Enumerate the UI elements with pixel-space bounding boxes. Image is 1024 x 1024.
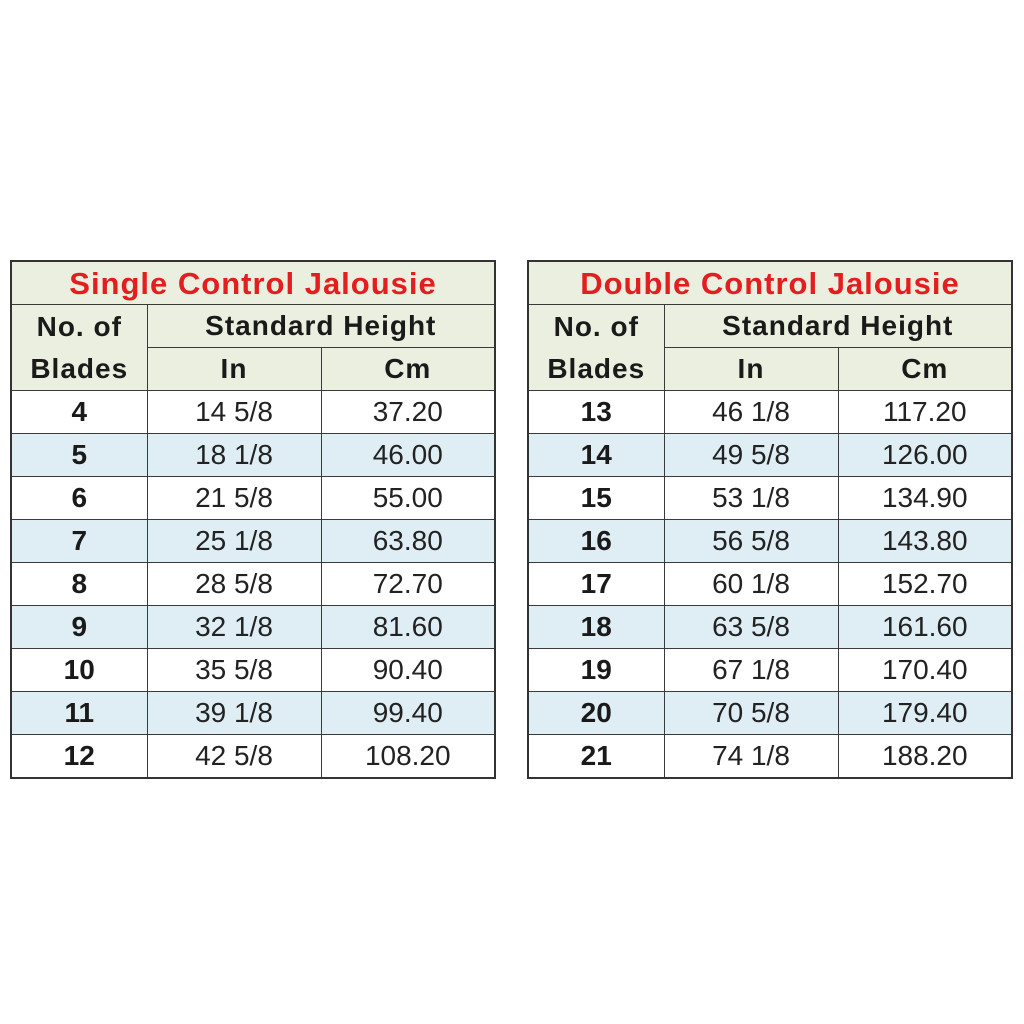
blades-header <box>11 305 147 391</box>
height-inch-cell: 18 1/8 <box>147 434 321 477</box>
height-inch-cell: 35 5/8 <box>147 649 321 692</box>
table-row <box>528 735 1012 779</box>
height-inch-cell: 21 5/8 <box>147 477 321 520</box>
height-cm-cell: 152.70 <box>838 563 1012 606</box>
height-inch-cell: 32 1/8 <box>147 606 321 649</box>
blades-count-cell: 21 <box>528 735 664 779</box>
table-row <box>11 563 495 606</box>
standard-height-header: Standard Height <box>147 305 495 348</box>
blades-count-cell: 16 <box>528 520 664 563</box>
blades-count-cell: 14 <box>528 434 664 477</box>
table-row <box>11 735 495 779</box>
blades-count-cell: 6 <box>11 477 147 520</box>
height-inch-cell: 74 1/8 <box>664 735 838 779</box>
height-cm-cell: 99.40 <box>321 692 495 735</box>
table-row <box>528 520 1012 563</box>
height-inch-cell: 53 1/8 <box>664 477 838 520</box>
blades-count-cell: 11 <box>11 692 147 735</box>
height-inch-cell: 56 5/8 <box>664 520 838 563</box>
height-cm-cell: 170.40 <box>838 649 1012 692</box>
height-cm-cell: 63.80 <box>321 520 495 563</box>
height-cm-cell: 55.00 <box>321 477 495 520</box>
height-cm-cell: 81.60 <box>321 606 495 649</box>
table-row <box>11 391 495 434</box>
standard-height-header: Standard Height <box>664 305 1012 348</box>
height-inch-cell: 63 5/8 <box>664 606 838 649</box>
blades-header-line1: No. of <box>36 310 122 342</box>
blades-header-line1: No. of <box>553 310 639 342</box>
blades-count-cell: 12 <box>11 735 147 779</box>
height-cm-cell: 143.80 <box>838 520 1012 563</box>
blades-count-cell: 5 <box>11 434 147 477</box>
table-row <box>528 563 1012 606</box>
height-cm-cell: 188.20 <box>838 735 1012 779</box>
cm-header: Cm <box>321 348 495 391</box>
blades-header <box>528 305 664 391</box>
height-cm-cell: 179.40 <box>838 692 1012 735</box>
table-row <box>528 606 1012 649</box>
height-cm-cell: 134.90 <box>838 477 1012 520</box>
table-row <box>11 434 495 477</box>
blades-count-cell: 20 <box>528 692 664 735</box>
cm-header: Cm <box>838 348 1012 391</box>
height-inch-cell: 28 5/8 <box>147 563 321 606</box>
table-row <box>528 477 1012 520</box>
blades-count-cell: 8 <box>11 563 147 606</box>
height-inch-cell: 14 5/8 <box>147 391 321 434</box>
blades-count-cell: 9 <box>11 606 147 649</box>
blades-count-cell: 18 <box>528 606 664 649</box>
height-inch-cell: 49 5/8 <box>664 434 838 477</box>
inch-header: In <box>664 348 838 391</box>
table-row <box>11 692 495 735</box>
height-inch-cell: 67 1/8 <box>664 649 838 692</box>
table-row <box>11 520 495 563</box>
blades-count-cell: 10 <box>11 649 147 692</box>
height-cm-cell: 37.20 <box>321 391 495 434</box>
height-cm-cell: 72.70 <box>321 563 495 606</box>
blades-count-cell: 17 <box>528 563 664 606</box>
double-control-jalousie-table <box>527 260 1013 779</box>
height-cm-cell: 126.00 <box>838 434 1012 477</box>
height-cm-cell: 90.40 <box>321 649 495 692</box>
height-inch-cell: 42 5/8 <box>147 735 321 779</box>
table-title: Single Control Jalousie <box>11 261 495 305</box>
height-inch-cell: 70 5/8 <box>664 692 838 735</box>
table-row <box>528 692 1012 735</box>
height-inch-cell: 60 1/8 <box>664 563 838 606</box>
single-control-jalousie-table <box>10 260 496 779</box>
table-row <box>11 606 495 649</box>
table-row <box>528 391 1012 434</box>
blades-count-cell: 4 <box>11 391 147 434</box>
height-cm-cell: 161.60 <box>838 606 1012 649</box>
blades-header-line2: Blades <box>547 352 646 384</box>
height-cm-cell: 46.00 <box>321 434 495 477</box>
blades-count-cell: 7 <box>11 520 147 563</box>
table-row <box>11 649 495 692</box>
inch-header: In <box>147 348 321 391</box>
height-inch-cell: 39 1/8 <box>147 692 321 735</box>
table-row <box>528 649 1012 692</box>
height-cm-cell: 108.20 <box>321 735 495 779</box>
table-row <box>528 434 1012 477</box>
blades-count-cell: 13 <box>528 391 664 434</box>
height-inch-cell: 46 1/8 <box>664 391 838 434</box>
table-row <box>11 477 495 520</box>
blades-count-cell: 19 <box>528 649 664 692</box>
blades-count-cell: 15 <box>528 477 664 520</box>
blades-header-line2: Blades <box>30 352 129 384</box>
height-inch-cell: 25 1/8 <box>147 520 321 563</box>
table-title: Double Control Jalousie <box>528 261 1012 305</box>
height-cm-cell: 117.20 <box>838 391 1012 434</box>
